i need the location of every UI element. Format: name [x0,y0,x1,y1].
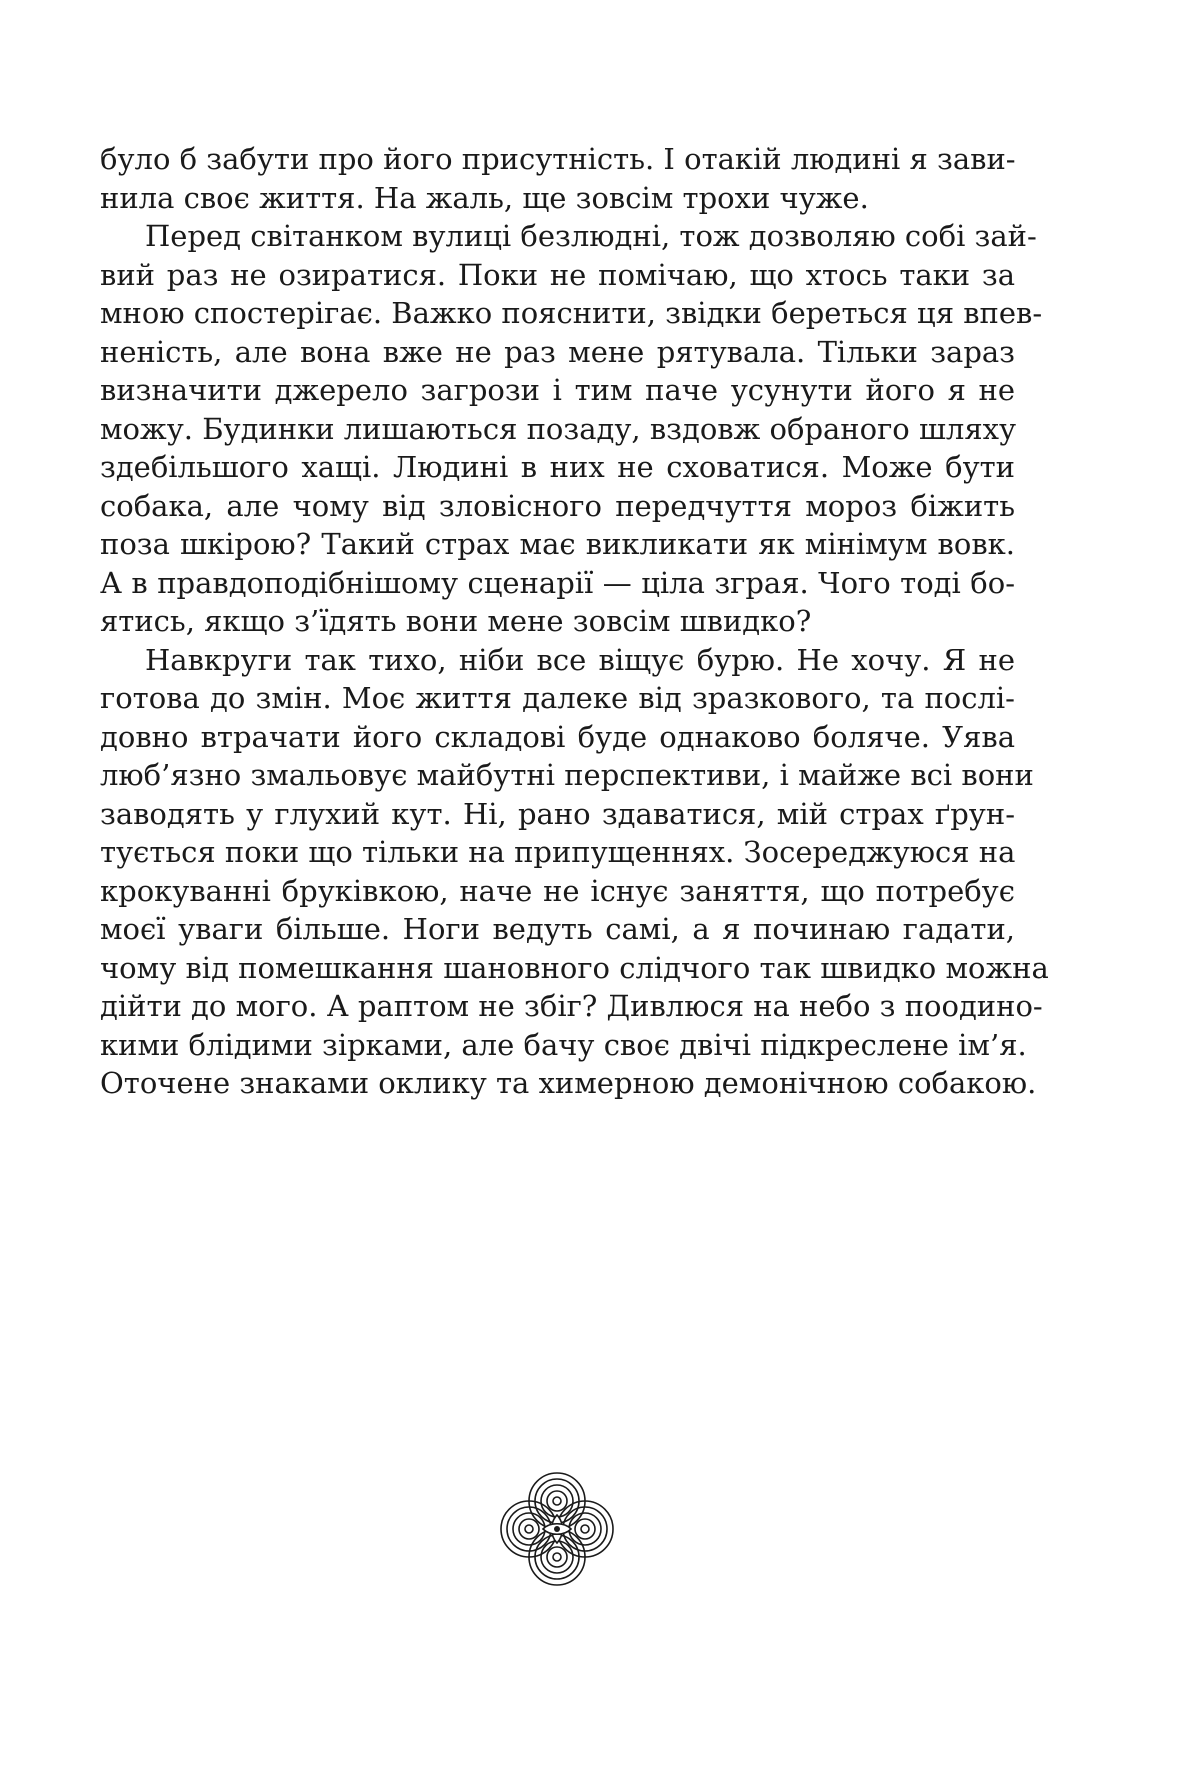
text-line: тується поки що тільки на припущеннях. Зосереджуюся на [100,835,1016,869]
paragraph-1 [100,140,1015,217]
body-text [100,140,1049,1103]
text-line: вий раз не озиратися. Поки не помічаю, що хтось таки за [100,257,1015,292]
text-line: чому від помешкання шановного слідчого так швидко можна [100,950,1049,985]
text-line: Навкруги так тихо, ніби все віщує бурю. Не хочу. Я не [145,642,1015,677]
text-line: довно втрачати його складові буде однаково боляче. Уява [100,719,1015,754]
text-line: можу. Будинки лишаються позаду, вздовж обраного шляху [100,411,1017,446]
text-line: мною спостерігає. Важко пояснити, звідки береться ця впев- [100,296,1043,330]
text-line: поза шкірою? Такий страх має викликати як мінімум вовк. [100,527,1015,561]
paragraph-3 [100,641,1049,1103]
text-line: було б забути про його присутність. І отакій людині я зави- [100,142,1016,176]
text-line: визначити джерело загрози і тим паче усунути його я не [100,373,1015,407]
text-line: крокуванні бруківкою, наче не існує заняття, що потребує [100,873,1015,908]
text-line: здебільшого хащі. Людині в них не сховатися. Може бути [100,450,1015,484]
text-line: Оточене знаками оклику та химерною демонічною собакою. [100,1066,1037,1100]
text-line: А в правдоподібнішому сценарії — ціла зграя. Чого тоді бо- [100,565,1015,600]
text-line: собака, але чому від зловісного передчуття мороз біжить [100,488,1015,523]
text-line: Перед світанком вулиці безлюдні, тож дозволяю собі зай- [145,219,1037,253]
text-line: люб’язно змальовує майбутні перспективи, і майже всі вони [100,758,1034,792]
quatrefoil-concentric-rings-icon [498,1470,616,1588]
text-line: готова до змін. Моє життя далеке від зразкового, та послі- [100,681,1015,715]
text-line: моєї уваги більше. Ноги ведуть самі, а я починаю гадати, [100,912,1015,946]
text-line: кими блідими зірками, але бачу своє двічі підкреслене ім’я. [100,1027,1027,1062]
text-line: неність, але вона вже не раз мене рятувала. Тільки зараз [100,334,1015,369]
text-line: нила своє життя. На жаль, ще зовсім трохи чуже. [100,180,869,215]
text-line: заводять у глухий кут. Ні, рано здаватися, мій страх ґрун- [100,796,1015,831]
text-line: дійти до мого. А раптом не збіг? Дивлюся на небо з поодино- [100,989,1043,1023]
text-line: ятись, якщо з’їдять вони мене зовсім швидко? [100,604,812,638]
paragraph-2 [100,217,1043,641]
